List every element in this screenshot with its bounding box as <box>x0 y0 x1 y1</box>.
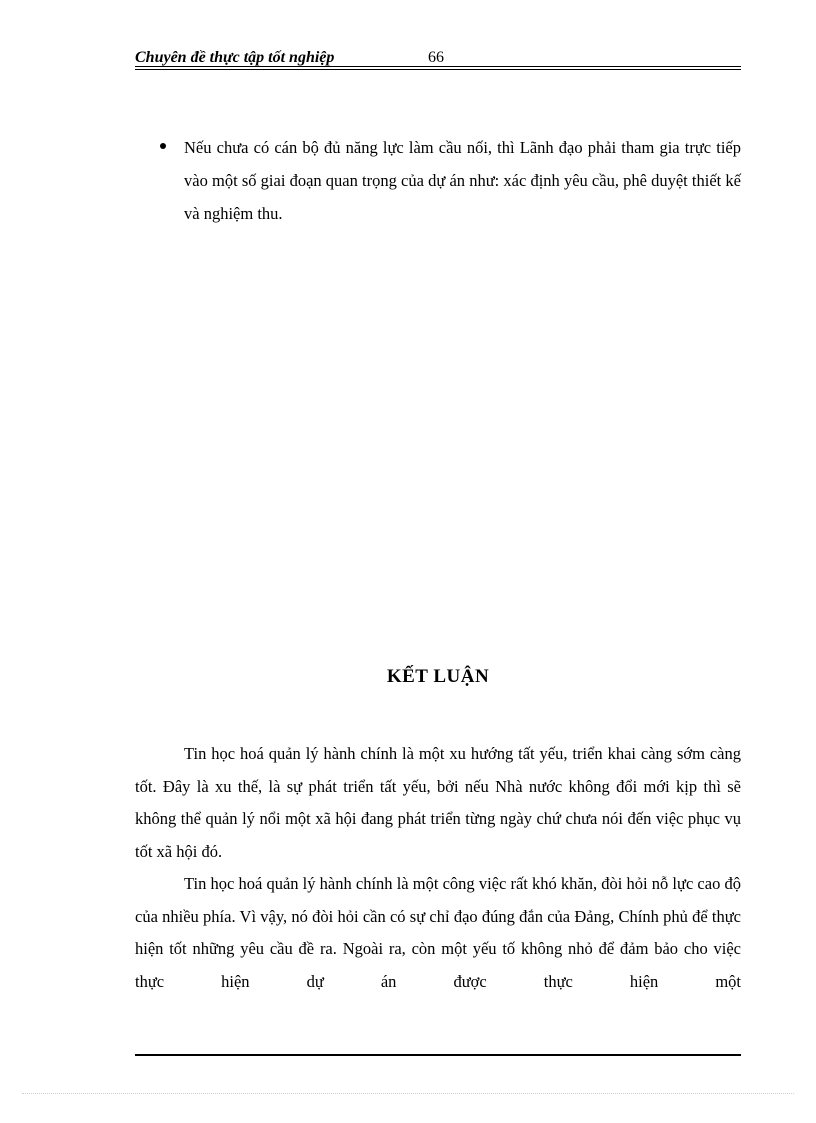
conclusion-body <box>135 738 741 998</box>
footer-rule <box>135 1054 741 1056</box>
page-header <box>135 48 741 68</box>
page-edge <box>22 1093 794 1094</box>
bullet-text: Nếu chưa có cán bộ đủ năng lực làm cầu nối, thì Lãnh đạo phải tham gia trực tiếp vào một số giai đoạn quan trọng của dự án như: xác định yêu cầu, phê duyệt thiết kế và nghiệm thu. <box>184 138 741 223</box>
header-rule-secondary <box>135 69 741 70</box>
paragraph: Tin học hoá quản lý hành chính là một công việc rất khó khăn, đòi hỏi nỗ lực cao độ của nhiều phía. Vì vậy, nó đòi hỏi cần có sự chỉ đạo đúng đắn của Đảng, Chính phủ để thực hiện tốt những yêu cầu đề ra. Ngoài ra, còn một yếu tố không nhỏ để đảm bảo cho việc thực hiện dự án được thực hiện một <box>135 874 741 991</box>
paragraph: Tin học hoá quản lý hành chính là một xu hướng tất yếu, triển khai càng sớm càng tốt. Đây là xu thế, là sự phát triển tất yếu, bởi nếu Nhà nước không đổi mới kịp thì sẽ không thể quản lý nổi một xã hội đang phát triển từng ngày chứ chưa nói đến việc phục vụ tốt xã hội đó. <box>135 744 741 861</box>
section-title: KẾT LUẬN <box>386 666 490 687</box>
bullet-list-item <box>135 131 741 230</box>
header-rule <box>135 66 741 67</box>
header-title: Chuyên đề thực tập tốt nghiệp <box>135 49 335 66</box>
page-number: 66 <box>428 49 444 66</box>
bullet-icon <box>160 143 166 149</box>
